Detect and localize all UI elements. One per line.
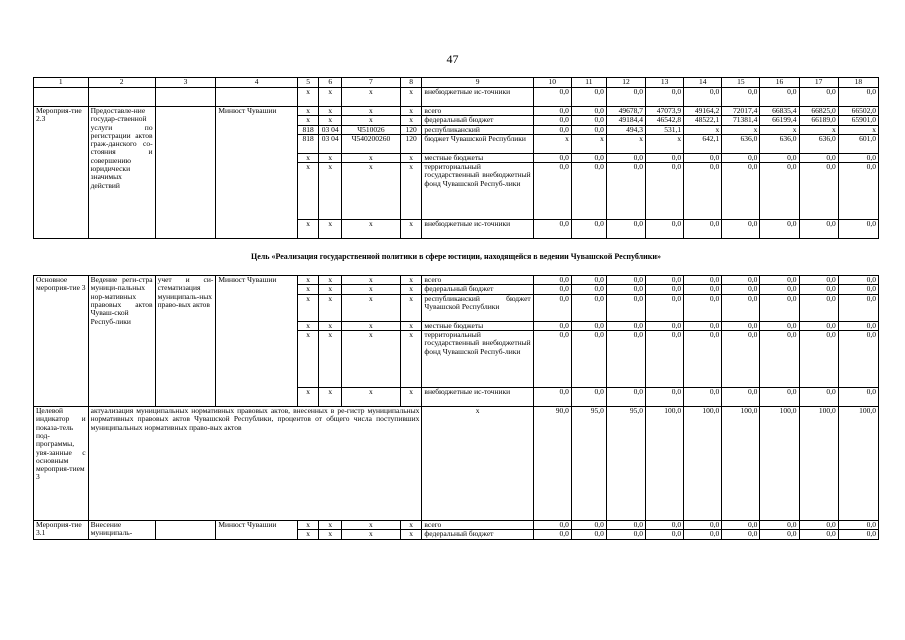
kbk-cell-grbs: x [297, 388, 319, 407]
kbk-cell-expense: x [400, 116, 422, 125]
kbk-cell-target: x [342, 388, 401, 407]
amount-cell: 0,0 [646, 153, 684, 162]
kbk-cell-section: x [319, 530, 342, 539]
amount-cell: 0,0 [722, 321, 760, 330]
amount-cell: 0,0 [533, 116, 571, 125]
funding-source-cell: республиканский [422, 125, 533, 134]
main-event-result-cell: учет и си-стематизация муниципаль-ных право-вых актов [155, 276, 216, 407]
amount-cell: 0,0 [760, 331, 799, 388]
amount-cell: 0,0 [646, 163, 684, 220]
indicator-marker-cell: x [422, 407, 533, 521]
funding-source-cell: местные бюджеты [422, 153, 533, 162]
kbk-cell-expense: 120 [400, 134, 422, 153]
kbk-cell-section: x [319, 285, 342, 294]
amount-cell: 47073,9 [646, 107, 684, 116]
kbk-cell-section: x [319, 388, 342, 407]
kbk-cell-expense: x [400, 331, 422, 388]
amount-cell: 0,0 [760, 285, 799, 294]
amount-cell: 642,1 [684, 134, 722, 153]
amount-cell: 0,0 [533, 285, 571, 294]
column-number-header: 8 [400, 78, 422, 88]
indicator-text-cell: актуализация муниципальных нормативных правовых актов, внесенных в ре-гистр муниципальных нормативных правовых актов Чувашской Республики, процентов от общего числа поступивших муниципальных нормативных право-вых актов [88, 407, 422, 521]
page-number: 47 [446, 52, 459, 66]
kbk-cell-grbs: x [297, 153, 319, 162]
column-number-header: 5 [297, 78, 319, 88]
amount-cell: 0,0 [722, 276, 760, 285]
amount-cell: 0,0 [533, 521, 571, 530]
kbk-cell-section: x [319, 321, 342, 330]
amount-cell: 0,0 [722, 521, 760, 530]
amount-cell: 0,0 [838, 321, 878, 330]
amount-cell: 0,0 [646, 285, 684, 294]
kbk-cell-target: x [342, 107, 401, 116]
amount-cell: 48522,1 [684, 116, 722, 125]
amount-cell: 0,0 [571, 220, 606, 239]
funding-source-cell: внебюджетные ис-точники [422, 388, 533, 407]
kbk-cell-expense: x [400, 107, 422, 116]
kbk-cell-expense: x [400, 276, 422, 285]
empty-cell [88, 88, 155, 107]
amount-cell: 0,0 [684, 321, 722, 330]
amount-cell: 0,0 [684, 276, 722, 285]
column-number-header: 14 [684, 78, 722, 88]
amount-cell: 0,0 [571, 285, 606, 294]
executor-cell: Минюст Чувашии [216, 276, 297, 407]
amount-cell: 0,0 [760, 521, 799, 530]
funding-source-cell: республиканский бюджет Чувашской Республики [422, 294, 533, 321]
amount-cell: 0,0 [838, 220, 878, 239]
table-body [34, 78, 879, 540]
amount-cell: x [799, 125, 838, 134]
amount-cell: 0,0 [760, 388, 799, 407]
amount-cell: 0,0 [646, 530, 684, 539]
amount-cell: 0,0 [571, 125, 606, 134]
amount-cell: 0,0 [571, 88, 606, 107]
amount-cell: 0,0 [799, 331, 838, 388]
indicator-value-cell: 100,0 [722, 407, 760, 521]
funding-source-cell: всего [422, 107, 533, 116]
amount-cell: 0,0 [799, 276, 838, 285]
kbk-cell-section: x [319, 153, 342, 162]
amount-cell: 636,0 [760, 134, 799, 153]
amount-cell: 0,0 [533, 88, 571, 107]
amount-cell: 0,0 [684, 163, 722, 220]
amount-cell: 601,0 [838, 134, 878, 153]
indicator-value-cell: 95,0 [571, 407, 606, 521]
amount-cell: 0,0 [571, 107, 606, 116]
column-number-header: 11 [571, 78, 606, 88]
amount-cell: 0,0 [533, 107, 571, 116]
amount-cell: 49164,2 [684, 107, 722, 116]
amount-cell: 0,0 [606, 388, 645, 407]
amount-cell: 0,0 [606, 88, 645, 107]
amount-cell: x [571, 134, 606, 153]
column-number-header: 12 [606, 78, 645, 88]
funding-source-cell: федеральный бюджет [422, 116, 533, 125]
amount-cell: 0,0 [838, 530, 878, 539]
kbk-cell-expense: x [400, 88, 422, 107]
column-number-header: 10 [533, 78, 571, 88]
amount-cell: 0,0 [533, 388, 571, 407]
main-event-name-cell: Основное мероприя-тие 3 [34, 276, 89, 407]
funding-source-cell: бюджет Чувашской Республики [422, 134, 533, 153]
amount-cell: 0,0 [722, 331, 760, 388]
kbk-cell-target: x [342, 530, 401, 539]
kbk-cell-grbs: x [297, 530, 319, 539]
amount-cell: 0,0 [722, 530, 760, 539]
indicator-value-cell: 100,0 [799, 407, 838, 521]
amount-cell: 0,0 [838, 153, 878, 162]
kbk-cell-section: x [319, 521, 342, 530]
amount-cell: x [838, 125, 878, 134]
funding-source-cell: всего [422, 521, 533, 530]
column-number-header: 17 [799, 78, 838, 88]
amount-cell: 0,0 [606, 294, 645, 321]
amount-cell: 0,0 [684, 153, 722, 162]
kbk-cell-grbs: 818 [297, 134, 319, 153]
amount-cell: 0,0 [838, 163, 878, 220]
indicator-value-cell: 90,0 [533, 407, 571, 521]
budget-table [33, 77, 879, 540]
column-number-header: 18 [838, 78, 878, 88]
empty-cell [216, 88, 297, 107]
kbk-cell-target: Ч540200260 [342, 134, 401, 153]
amount-cell: 0,0 [571, 276, 606, 285]
amount-cell: 0,0 [533, 125, 571, 134]
indicator-value-cell: 100,0 [684, 407, 722, 521]
amount-cell: 0,0 [606, 530, 645, 539]
kbk-cell-target: x [342, 88, 401, 107]
event-name-cell: Мероприя-тие 2.3 [34, 107, 89, 239]
executor-cell: Минюст Чувашии [216, 107, 297, 239]
event-description-cell: Внесение муниципаль- [88, 521, 155, 540]
funding-source-cell: внебюджетные ис-точники [422, 88, 533, 107]
kbk-cell-grbs: x [297, 220, 319, 239]
executor-cell: Минюст Чувашии [216, 521, 297, 540]
amount-cell: 66199,4 [760, 116, 799, 125]
main-event-description-cell: Ведение реги-стра муници-пальных нор-мативных правовых актов Чуваш-ской Респуб-лики [88, 276, 155, 407]
amount-cell: 0,0 [799, 220, 838, 239]
amount-cell: 49184,4 [606, 116, 645, 125]
amount-cell: 0,0 [760, 220, 799, 239]
amount-cell: 0,0 [571, 530, 606, 539]
kbk-cell-grbs: x [297, 116, 319, 125]
kbk-cell-grbs: x [297, 163, 319, 220]
amount-cell: 636,0 [799, 134, 838, 153]
amount-cell: 0,0 [838, 388, 878, 407]
table-row [34, 88, 879, 107]
kbk-cell-grbs: x [297, 331, 319, 388]
amount-cell: x [606, 134, 645, 153]
amount-cell: 0,0 [838, 276, 878, 285]
column-number-header: 2 [88, 78, 155, 88]
amount-cell: 0,0 [838, 285, 878, 294]
amount-cell: 0,0 [799, 285, 838, 294]
kbk-cell-section: x [319, 88, 342, 107]
amount-cell: 0,0 [760, 153, 799, 162]
amount-cell: 46542,8 [646, 116, 684, 125]
amount-cell: 0,0 [838, 521, 878, 530]
amount-cell: 0,0 [646, 220, 684, 239]
indicator-value-cell: 95,0 [606, 407, 645, 521]
amount-cell: 65901,0 [838, 116, 878, 125]
kbk-cell-expense: x [400, 153, 422, 162]
indicator-value-cell: 100,0 [838, 407, 878, 521]
kbk-cell-grbs: x [297, 321, 319, 330]
amount-cell: 0,0 [760, 88, 799, 107]
event-name-cell: Мероприя-тие 3.1 [34, 521, 89, 540]
kbk-cell-target: x [342, 220, 401, 239]
amount-cell: 0,0 [799, 388, 838, 407]
amount-cell: 0,0 [760, 530, 799, 539]
amount-cell: 0,0 [799, 521, 838, 530]
funding-source-cell: федеральный бюджет [422, 285, 533, 294]
header-row [34, 78, 879, 88]
kbk-cell-section: x [319, 107, 342, 116]
column-number-header: 1 [34, 78, 89, 88]
amount-cell: 0,0 [571, 331, 606, 388]
column-number-header: 16 [760, 78, 799, 88]
column-number-header: 15 [722, 78, 760, 88]
kbk-cell-target: x [342, 331, 401, 388]
amount-cell: 0,0 [533, 331, 571, 388]
amount-cell: 0,0 [606, 521, 645, 530]
amount-cell: 0,0 [838, 88, 878, 107]
kbk-cell-section: x [319, 163, 342, 220]
amount-cell: 0,0 [722, 163, 760, 220]
empty-cell [155, 107, 216, 239]
indicator-row [34, 407, 879, 521]
amount-cell: 0,0 [838, 331, 878, 388]
kbk-cell-section: x [319, 294, 342, 321]
amount-cell: 0,0 [722, 153, 760, 162]
kbk-cell-expense: x [400, 285, 422, 294]
amount-cell: 0,0 [571, 163, 606, 220]
funding-source-cell: территориальный государственный внебюджетный фонд Чувашской Респуб-лики [422, 163, 533, 220]
amount-cell: 0,0 [799, 530, 838, 539]
kbk-cell-grbs: 818 [297, 125, 319, 134]
amount-cell: 0,0 [533, 220, 571, 239]
kbk-cell-target: x [342, 285, 401, 294]
table-row [34, 521, 879, 530]
amount-cell: 0,0 [646, 388, 684, 407]
amount-cell: 66189,0 [799, 116, 838, 125]
indicator-value-cell: 100,0 [646, 407, 684, 521]
amount-cell: 0,0 [646, 521, 684, 530]
amount-cell: x [533, 134, 571, 153]
amount-cell: 0,0 [606, 285, 645, 294]
column-number-header: 13 [646, 78, 684, 88]
event-description-cell: Предоставле-ние государ-ственной услуги по регистрации актов граж-данского со-стояния и совершению юридически значимых действий [88, 107, 155, 239]
column-number-header: 3 [155, 78, 216, 88]
amount-cell: 531,1 [646, 125, 684, 134]
kbk-cell-expense: 120 [400, 125, 422, 134]
amount-cell: 0,0 [646, 321, 684, 330]
amount-cell: 0,0 [571, 521, 606, 530]
indicator-label-cell: Целевой индикатор и показа-тель под-программы, увя-занные с основным мероприя-тием 3 [34, 407, 89, 521]
amount-cell: 636,0 [722, 134, 760, 153]
funding-source-cell: всего [422, 276, 533, 285]
kbk-cell-grbs: x [297, 107, 319, 116]
kbk-cell-section: x [319, 116, 342, 125]
amount-cell: 0,0 [606, 331, 645, 388]
amount-cell: 0,0 [646, 294, 684, 321]
column-number-header: 4 [216, 78, 297, 88]
goal-title: Цель «Реализация государственной политики в сфере юстиции, находящейся в ведении Чувашской Республики» [34, 239, 879, 276]
amount-cell: 0,0 [799, 88, 838, 107]
amount-cell: 0,0 [533, 163, 571, 220]
kbk-cell-section: x [319, 331, 342, 388]
kbk-cell-expense: x [400, 521, 422, 530]
amount-cell: 0,0 [606, 321, 645, 330]
amount-cell: 0,0 [571, 294, 606, 321]
amount-cell: 66825,0 [799, 107, 838, 116]
kbk-cell-section: 03 04 [319, 134, 342, 153]
amount-cell: 49678,7 [606, 107, 645, 116]
amount-cell: 71381,4 [722, 116, 760, 125]
amount-cell: 0,0 [533, 321, 571, 330]
kbk-cell-target: x [342, 521, 401, 530]
indicator-value-cell: 100,0 [760, 407, 799, 521]
column-number-header: 9 [422, 78, 533, 88]
funding-source-cell: территориальный государственный внебюджетный фонд Чувашской Респуб-лики [422, 331, 533, 388]
amount-cell: 0,0 [606, 163, 645, 220]
kbk-cell-expense: x [400, 163, 422, 220]
funding-source-cell: внебюджетные ис-точники [422, 220, 533, 239]
amount-cell: 0,0 [571, 153, 606, 162]
empty-cell [155, 88, 216, 107]
amount-cell: 0,0 [838, 294, 878, 321]
column-number-header: 7 [342, 78, 401, 88]
kbk-cell-expense: x [400, 321, 422, 330]
goal-row [34, 239, 879, 276]
amount-cell: 0,0 [684, 388, 722, 407]
kbk-cell-section: x [319, 220, 342, 239]
amount-cell: 0,0 [722, 388, 760, 407]
amount-cell: 0,0 [760, 294, 799, 321]
kbk-cell-target: x [342, 321, 401, 330]
kbk-cell-target: x [342, 276, 401, 285]
amount-cell: 0,0 [606, 220, 645, 239]
amount-cell: 0,0 [684, 530, 722, 539]
kbk-cell-section: x [319, 276, 342, 285]
amount-cell: 0,0 [722, 220, 760, 239]
amount-cell: 0,0 [571, 116, 606, 125]
amount-cell: 0,0 [571, 321, 606, 330]
amount-cell: 0,0 [684, 331, 722, 388]
amount-cell: 0,0 [722, 294, 760, 321]
kbk-cell-target: x [342, 163, 401, 220]
empty-cell [155, 521, 216, 540]
amount-cell: 0,0 [722, 88, 760, 107]
amount-cell: 0,0 [799, 163, 838, 220]
table-row [34, 107, 879, 116]
amount-cell: 0,0 [646, 276, 684, 285]
amount-cell: 0,0 [799, 294, 838, 321]
funding-source-cell: местные бюджеты [422, 321, 533, 330]
amount-cell: x [722, 125, 760, 134]
kbk-cell-grbs: x [297, 276, 319, 285]
amount-cell: 494,3 [606, 125, 645, 134]
amount-cell: 0,0 [799, 321, 838, 330]
amount-cell: 0,0 [533, 153, 571, 162]
amount-cell: 0,0 [760, 276, 799, 285]
amount-cell: 0,0 [799, 153, 838, 162]
amount-cell: 66502,0 [838, 107, 878, 116]
amount-cell: 0,0 [684, 88, 722, 107]
amount-cell: 0,0 [646, 331, 684, 388]
kbk-cell-target: Ч510026 [342, 125, 401, 134]
amount-cell: x [646, 134, 684, 153]
kbk-cell-expense: x [400, 220, 422, 239]
kbk-cell-grbs: x [297, 294, 319, 321]
amount-cell: 0,0 [684, 294, 722, 321]
amount-cell: 0,0 [533, 276, 571, 285]
kbk-cell-expense: x [400, 294, 422, 321]
amount-cell: 0,0 [684, 285, 722, 294]
kbk-cell-grbs: x [297, 521, 319, 530]
kbk-cell-expense: x [400, 388, 422, 407]
empty-cell [34, 88, 89, 107]
table-row [34, 276, 879, 285]
kbk-cell-grbs: x [297, 285, 319, 294]
amount-cell: 0,0 [533, 294, 571, 321]
amount-cell: 0,0 [722, 285, 760, 294]
amount-cell: x [760, 125, 799, 134]
funding-source-cell: федеральный бюджет [422, 530, 533, 539]
amount-cell: 66835,4 [760, 107, 799, 116]
kbk-cell-target: x [342, 294, 401, 321]
amount-cell: 0,0 [684, 220, 722, 239]
column-number-header: 6 [319, 78, 342, 88]
amount-cell: 72017,4 [722, 107, 760, 116]
amount-cell: 0,0 [760, 321, 799, 330]
kbk-cell-grbs: x [297, 88, 319, 107]
amount-cell: 0,0 [533, 530, 571, 539]
kbk-cell-target: x [342, 153, 401, 162]
amount-cell: 0,0 [646, 88, 684, 107]
amount-cell: 0,0 [571, 388, 606, 407]
amount-cell: 0,0 [606, 276, 645, 285]
amount-cell: 0,0 [606, 153, 645, 162]
amount-cell: x [684, 125, 722, 134]
kbk-cell-target: x [342, 116, 401, 125]
amount-cell: 0,0 [684, 521, 722, 530]
amount-cell: 0,0 [760, 163, 799, 220]
kbk-cell-expense: x [400, 530, 422, 539]
kbk-cell-section: 03 04 [319, 125, 342, 134]
